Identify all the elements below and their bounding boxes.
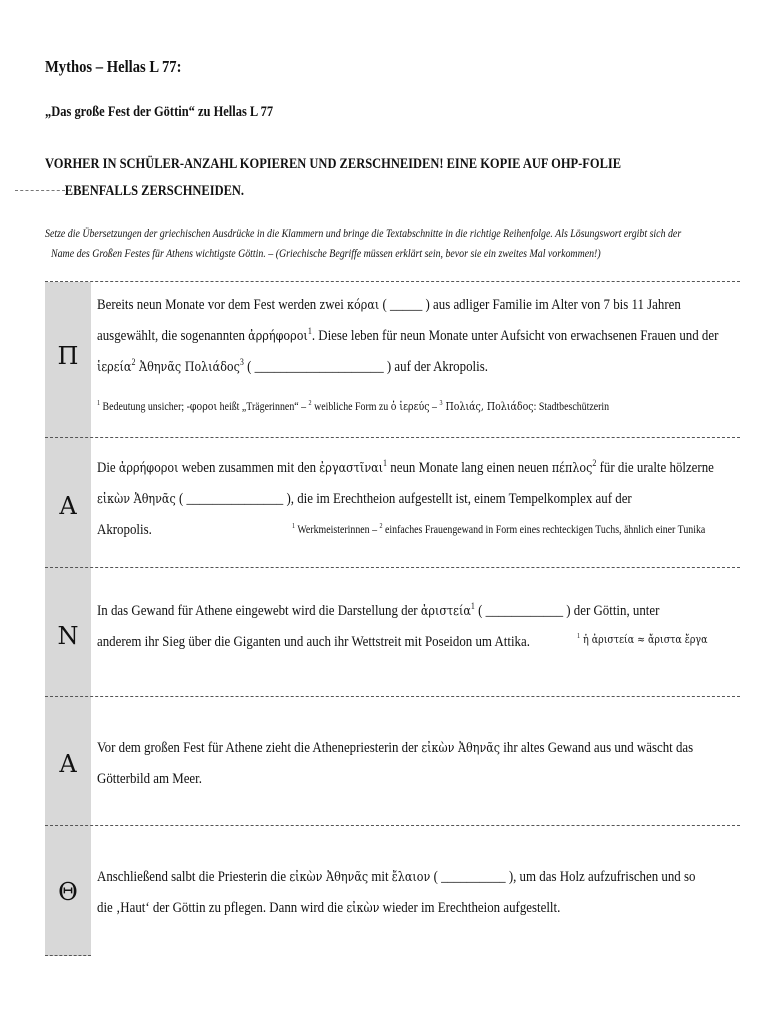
- divider: [45, 696, 740, 697]
- greek-term: ἱερεία: [97, 360, 132, 375]
- divider: [45, 955, 91, 956]
- greek-term: Πολιάς, Πολιάδος: [442, 400, 534, 413]
- greek-term: εἰκὼν Ἀθηνᾶς: [421, 741, 501, 756]
- greek-term: εἰκὼν: [346, 901, 380, 916]
- greek-term: ἡ ἀριστεία ≈ ἄριστα ἔργα: [580, 633, 708, 646]
- cut-line: [15, 190, 65, 191]
- greek-term: Ἀθηνᾶς Πολιάδος: [135, 360, 240, 375]
- text: . Diese leben für neun Monate unter Aufsicht von erwachsenen Frauen und der: [311, 328, 719, 344]
- text: Bereits neun Monate vor dem Fest werden zwei: [97, 297, 348, 313]
- text: In das Gewand für Athene eingewebt wird die Darstellung der: [97, 603, 421, 619]
- divider: [45, 437, 740, 438]
- subtitle: „Das große Fest der Göttin“ zu Hellas L 77: [45, 104, 274, 120]
- footnote-marker: 2: [379, 522, 383, 531]
- text: ( _____ ) aus adliger Familie im Alter von 7 bis 11 Jahren: [379, 297, 681, 313]
- text: : Stadtbeschützerin: [533, 401, 610, 413]
- text: ihr altes Gewand aus und wäscht das: [500, 740, 694, 756]
- text-line: [97, 484, 714, 515]
- divider: [45, 825, 740, 826]
- greek-term: εἰκὼν Ἀθηνᾶς: [289, 870, 369, 885]
- greek-term: κόραι: [347, 298, 380, 313]
- footnote: [292, 524, 705, 536]
- text-line: [97, 352, 718, 383]
- text: für die uralte hölzerne: [596, 460, 714, 476]
- section-letter: N: [57, 622, 79, 650]
- task-line: Setze die Übersetzungen der griechischen Ausdrücke in die Klammern und bringe die Textabschnitte in die richtige Reihenfolge. Als Lösungswort ergibt sich der: [45, 228, 682, 240]
- copy-instruction-line: EBENFALLS ZERSCHNEIDEN.: [64, 183, 245, 199]
- text: –: [429, 401, 440, 413]
- section-letter: Π: [57, 342, 79, 370]
- text-line: [97, 453, 714, 484]
- text: die ‚Haut‘ der Göttin zu pflegen. Dann wird die: [97, 900, 347, 916]
- text: Die: [97, 460, 119, 476]
- text-block: [97, 862, 695, 924]
- greek-term: πέπλος: [551, 461, 593, 476]
- text-line: [97, 596, 659, 627]
- footnote-marker: 2: [592, 459, 597, 469]
- text: Bedeutung unsicher; -: [100, 401, 190, 413]
- text-line: [97, 893, 695, 924]
- footnote-marker: 3: [439, 399, 443, 408]
- letter-column: [45, 282, 91, 956]
- page-title: Mythos – Hellas L 77:: [45, 57, 182, 76]
- section-letter: Θ: [58, 878, 78, 906]
- section-letter: A: [59, 750, 77, 778]
- footnote-marker: 1: [292, 522, 296, 531]
- greek-term: φοροι: [189, 400, 218, 413]
- text-line: [97, 862, 695, 893]
- greek-term: ἀρρήφοροι: [248, 329, 308, 344]
- footnote-marker: 2: [131, 358, 136, 368]
- footnote: [577, 633, 707, 646]
- footnote: [97, 400, 609, 413]
- text: einfaches Frauengewand in Form eines rechteckigen Tuchs, ähnlich einer Tunika: [382, 524, 706, 536]
- footnote-marker: 1: [97, 399, 101, 408]
- divider: [45, 567, 740, 568]
- greek-term: ὁ ἱερεύς: [390, 400, 430, 413]
- footnote-marker: 1: [307, 327, 312, 337]
- text: heißt „Trägerinnen“ –: [217, 401, 309, 413]
- copy-instruction: [45, 151, 621, 205]
- text: mit: [368, 869, 392, 885]
- text: Anschließend salbt die Priesterin die: [97, 869, 290, 885]
- footnote-marker: 1: [470, 602, 475, 612]
- greek-term: ἐργαστῖναι: [319, 461, 384, 476]
- text: ( __________ ), um das Holz aufzufrischen und so: [430, 869, 696, 885]
- task-description: [45, 224, 681, 264]
- text: wieder im Erechtheion aufgestellt.: [379, 900, 561, 916]
- text-line: [97, 290, 718, 321]
- text-line: [97, 733, 693, 764]
- text: ( ____________ ) der Göttin, unter: [474, 603, 660, 619]
- footnote-marker: 2: [308, 399, 312, 408]
- text: Werkmeisterinnen –: [295, 524, 380, 536]
- text-block: [97, 596, 659, 658]
- text: ( ____________________ ) auf der Akropolis.: [243, 359, 488, 375]
- text-block: [97, 290, 718, 383]
- copy-instruction-line: VORHER IN SCHÜLER-ANZAHL KOPIEREN UND ZERSCHNEIDEN! EINE KOPIE AUF OHP-FOLIE: [45, 156, 622, 172]
- section-letter: A: [59, 492, 77, 520]
- footnote-marker: 1: [383, 459, 388, 469]
- task-line: Name des Großen Festes für Athens wichtigste Göttin. – (Griechische Begriffe müssen erklärt sein, bevor sie ein zweites Mal vorkommen!): [51, 248, 601, 260]
- greek-term: ἀριστεία: [420, 604, 471, 619]
- text: Vor dem großen Fest für Athene zieht die Athenepriesterin der: [97, 740, 422, 756]
- text-block: [97, 733, 693, 795]
- text: ausgewählt, die sogenannten: [97, 328, 249, 344]
- divider: [45, 281, 740, 282]
- greek-term: ἀρρήφοροι: [118, 461, 179, 476]
- footnote-marker: 3: [239, 358, 244, 368]
- text-line: Akropolis.: [97, 522, 152, 538]
- text-line: Götterbild am Meer.: [97, 771, 202, 787]
- footnote-marker: 1: [577, 632, 581, 641]
- text-line: anderem ihr Sieg über die Giganten und auch ihr Wettstreit mit Poseidon um Attika.: [97, 634, 530, 650]
- text: neun Monate lang einen neuen: [387, 460, 552, 476]
- text: weibliche Form zu: [311, 401, 391, 413]
- text: weben zusammen mit den: [178, 460, 320, 476]
- greek-term: εἰκὼν Ἀθηνᾶς: [97, 492, 176, 507]
- text-line: [97, 321, 718, 352]
- text: ( _______________ ), die im Erechtheion aufgestellt ist, einem Tempelkomplex auf der: [175, 491, 632, 507]
- greek-term: ἔλαιον: [391, 870, 431, 885]
